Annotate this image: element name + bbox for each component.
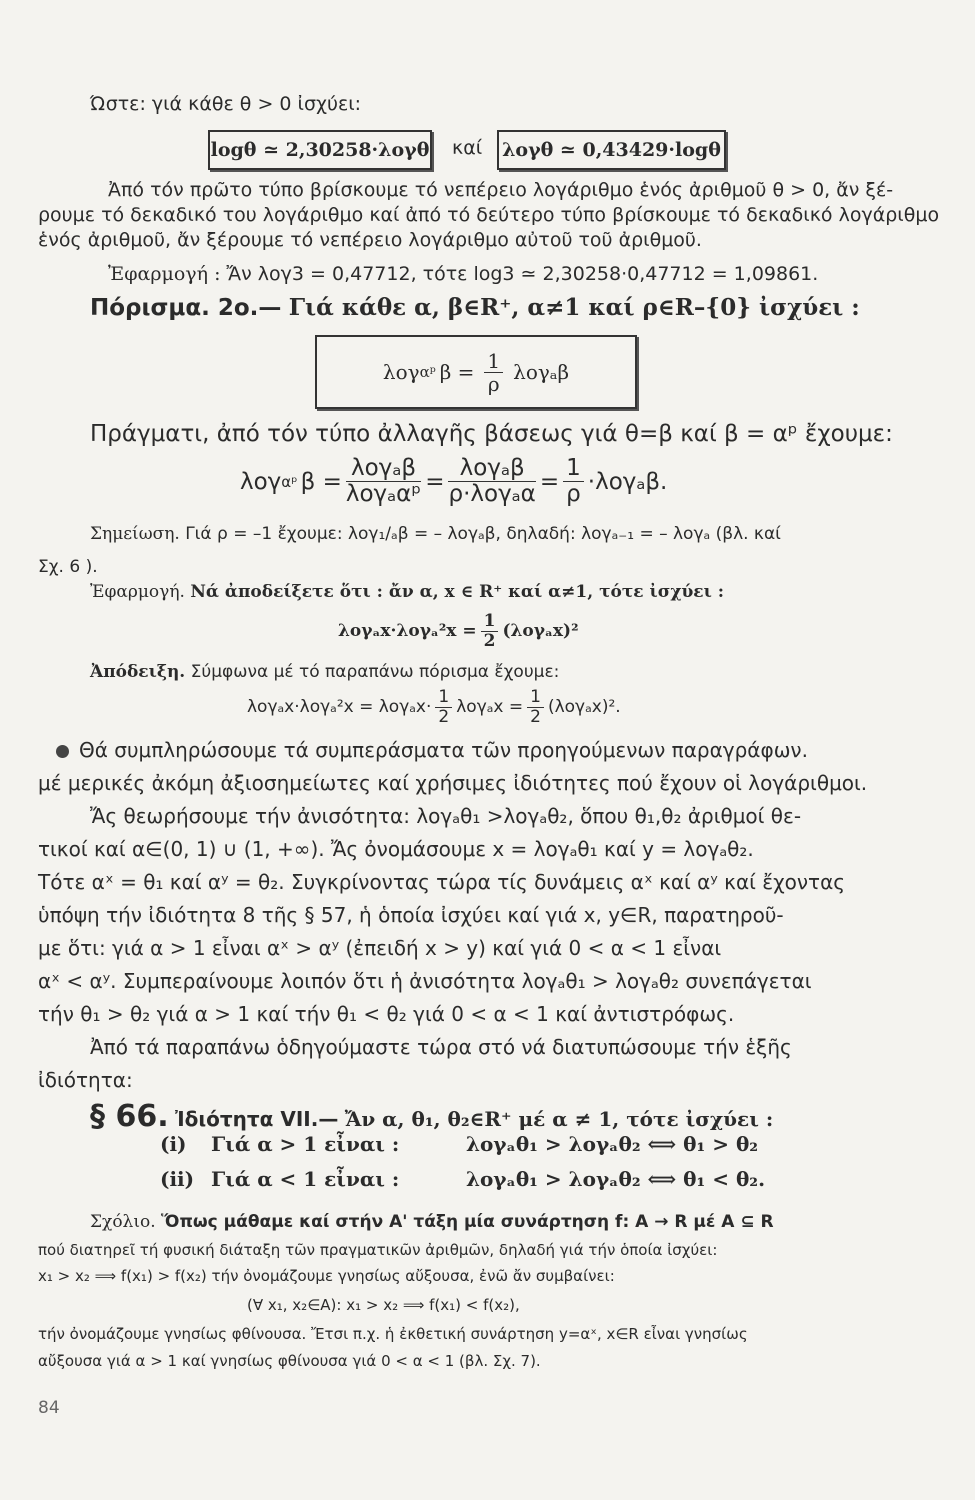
fraction-numerator: λογₐβ <box>346 456 421 482</box>
formula-box-log <box>208 130 432 170</box>
fraction-denominator: ρ <box>487 371 500 396</box>
eq-lhs: λογ <box>240 468 282 495</box>
corollary-rhs: λογₐβ <box>513 360 570 384</box>
application-text: Ἄν λογ3 = 0,47712, τότε log3 ≃ 2,30258·0,47712 = 1,09861. <box>226 263 819 285</box>
case-label: (i) <box>160 1132 187 1156</box>
formula-log: logθ ≃ 2,30258·λογθ <box>210 139 430 161</box>
fraction-numerator: λογₐβ <box>448 456 535 482</box>
conjunction-kai: καί <box>452 137 483 159</box>
eq-lhs-rest: β = <box>300 468 342 495</box>
case-row <box>160 1167 765 1191</box>
scholium-line: (∀ x₁, x₂∈A): x₁ > x₂ ⟹ f(x₁) < f(x₂), <box>247 1296 520 1314</box>
fraction-numerator: 1 <box>527 688 544 708</box>
corollary-lhs-rest: β = <box>439 360 475 384</box>
main-paragraph-line: ἰδιότητα: <box>38 1068 133 1092</box>
corollary-label: Πόρισμα. 2ο.— <box>90 295 282 321</box>
proof2-equation <box>247 688 621 726</box>
section-statement: Ἄν α, θ₁, θ₂∈R⁺ μέ α ≠ 1, τότε ἰσχύει : <box>344 1107 774 1131</box>
paragraph-line: Ἀπό τόν πρῶτο τύπο βρίσκουμε τό νεπέρειο λογάριθμο ἑνός ἀριθμοῦ θ > 0, ἄν ξέ- <box>108 179 894 201</box>
formula-box-lambda <box>497 130 726 170</box>
main-paragraph-line: Ἄς θεωρήσουμε τήν ἀνισότητα: λογₐθ₁ >λογₐθ₂, ὅπου θ₁,θ₂ ἀριθμοί θε- <box>90 804 802 828</box>
scholium-line: πού διατηρεῖ τή φυσική διάταξη τῶν πραγματικῶν ἀριθμῶν, δηλαδή γιά τήν ὁποία ἰσχύει: <box>38 1241 718 1259</box>
page-number: 84 <box>38 1398 60 1418</box>
case-relation: λογₐθ₁ > λογₐθ₂ ⟺ θ₁ < θ₂. <box>465 1167 766 1191</box>
corollary-fraction <box>484 350 503 395</box>
app2-lhs: λογₐx·λογₐ²x = <box>338 621 477 642</box>
eq2-fraction <box>527 688 544 726</box>
case-condition: Γιά α > 1 εἶναι : <box>210 1132 400 1156</box>
application2-formula <box>338 612 579 650</box>
case-relation: λογₐθ₁ > λογₐθ₂ ⟺ θ₁ > θ₂ <box>465 1132 759 1156</box>
eq2-part-a: λογₐx·λογₐ²x = λογₐx· <box>247 697 432 718</box>
eq-lhs-sub: αᵖ <box>281 472 298 491</box>
eq-tail: ·λογₐβ. <box>587 468 668 495</box>
application2-label: Ἐφαρμογή. <box>90 582 185 602</box>
corollary-formula-box <box>315 335 637 409</box>
main-paragraph-line: αˣ < αʸ. Συμπεραίνουμε λοιπόν ὅτι ἡ ἀνισότητα λογₐθ₁ > λογₐθ₂ συνεπάγεται <box>38 969 812 993</box>
fraction-numerator: 1 <box>563 456 584 482</box>
proof-intro: Πράγματι, ἀπό τόν τύπο ἀλλαγῆς βάσεως γιά θ=β καί β = αᵖ ἔχουμε: <box>90 421 893 447</box>
eq-fraction <box>563 456 584 508</box>
intro-line: Ώστε: γιά κάθε θ > 0 ἰσχύει: <box>90 93 362 115</box>
note-continuation: Σχ. 6 ). <box>38 557 98 577</box>
note-label: Σημείωση. <box>90 524 180 544</box>
equation-change-of-base <box>240 456 667 508</box>
section-number: § 66. <box>90 1099 169 1134</box>
application-label: Ἐφαρμογή : <box>108 263 221 285</box>
paragraph-line: ἑνός ἀριθμοῦ, ἄν ξέρουμε τό νεπέρειο λογάριθμο αὐτοῦ τοῦ ἀριθμοῦ. <box>38 229 702 251</box>
application2-line <box>90 580 724 604</box>
fraction-denominator: λογₐαᵖ <box>345 481 422 508</box>
case-row <box>160 1132 758 1156</box>
main-paragraph-line: Ἀπό τά παραπάνω ὁδηγούμαστε τώρα στό νά διατυπώσουμε τήν ἑξῆς <box>90 1035 792 1059</box>
fraction-denominator: 2 <box>483 630 496 651</box>
corollary-statement: Γιά κάθε α, β∈R⁺, α≠1 καί ρ∈R–{0} ἰσχύει : <box>288 294 860 321</box>
eq-fraction <box>448 456 535 508</box>
main-paragraph-line: μέ μερικές ἀκόμη ἀξιοσημείωτες καί χρήσιμες ἰδιότητες πού ἔχουν οἱ λογάριθμοι. <box>38 771 868 795</box>
case-condition: Γιά α < 1 εἶναι : <box>210 1167 400 1191</box>
eq-equals: = <box>425 468 445 495</box>
app2-fraction <box>481 612 499 650</box>
eq-equals: = <box>539 468 560 495</box>
fraction-numerator: 1 <box>481 612 499 632</box>
main-paragraph-line: τήν θ₁ > θ₂ γιά α > 1 καί τήν θ₁ < θ₂ γιά 0 < α < 1 καί ἀντιστρόφως. <box>38 1002 735 1026</box>
fraction-numerator: 1 <box>484 350 503 373</box>
scholium-line: x₁ > x₂ ⟹ f(x₁) > f(x₂) τήν ὀνομάζουμε γνησίως αὔξουσα, ἐνῶ ἄν συμβαίνει: <box>38 1267 615 1285</box>
scholium-text: Ὅπως μάθαμε καί στήν Α' τάξη μία συνάρτηση f: A → R μέ A ⊆ R <box>161 1212 774 1232</box>
main-paragraph-line: τικοί καί α∈(0, 1) ∪ (1, +∞). Ἄς ὀνομάσουμε x = λογₐθ₁ καί y = λογₐθ₂. <box>38 837 754 861</box>
main-paragraph-line: Τότε αˣ = θ₁ καί αʸ = θ₂. Συγκρίνοντας τώρα τίς δυνάμεις αˣ καί αʸ καί ἔχοντας <box>38 870 846 894</box>
main-paragraph-line <box>56 738 808 762</box>
section-title: Ἰδιότητα VII.— <box>174 1107 339 1131</box>
eq2-part-b: λογₐx = <box>456 697 524 718</box>
proof2-line <box>90 660 559 684</box>
eq2-fraction <box>435 688 452 726</box>
main-paragraph-line: ὑπόψη τήν ἰδιότητα 8 τῆς § 57, ἡ ὁποία ἰσχύει καί γιά x, y∈R, παρατηροῦ- <box>38 903 784 927</box>
fraction-numerator: 1 <box>435 688 452 708</box>
fraction-denominator: 2 <box>438 706 450 727</box>
corollary-lhs: λογ <box>382 360 420 384</box>
fraction-denominator: ρ·λογₐα <box>448 481 536 508</box>
section-heading <box>90 1100 773 1136</box>
eq2-part-c: (λογₐx)². <box>547 697 621 718</box>
scholium-label: Σχόλιο. <box>90 1212 156 1232</box>
note-line <box>90 522 781 546</box>
paragraph-line: ρουμε τό δεκαδικό του λογάριθμο καί ἀπό τό δεύτερο τύπο βρίσκουμε τό δεκαδικό λογάριθμο <box>38 204 940 226</box>
corollary-heading <box>90 293 860 323</box>
app2-rhs: (λογₐx)² <box>502 621 579 642</box>
note-text: Γιά ρ = –1 ἔχουμε: λογ₁/ₐβ = – λογₐβ, δηλαδή: λογₐ₋₁ = – λογₐ (βλ. καί <box>185 524 781 544</box>
eq-fraction <box>346 456 421 508</box>
application-line <box>108 262 818 286</box>
case-label: (ii) <box>160 1167 195 1191</box>
proof2-label: Ἀπόδειξη. <box>90 662 186 682</box>
corollary-lhs-sub: αᵖ <box>419 363 436 381</box>
fraction-denominator: 2 <box>530 706 541 727</box>
scholium-line <box>90 1210 774 1234</box>
main-paragraph-line: με ὅτι: γιά α > 1 εἶναι αˣ > αʸ (ἐπειδή x > y) καί γιά 0 < α < 1 εἶναι <box>38 936 722 960</box>
bullet-icon <box>56 745 69 758</box>
main-text: Θά συμπληρώσουμε τά συμπεράσματα τῶν προηγούμενων παραγράφων. <box>79 738 808 762</box>
fraction-denominator: ρ <box>566 481 581 508</box>
scholium-line: αὔξουσα γιά α > 1 καί γνησίως φθίνουσα γιά 0 < α < 1 (βλ. Σχ. 7). <box>38 1352 541 1370</box>
scholium-line: τήν ὀνομάζουμε γνησίως φθίνουσα. Ἔτσι π.χ. ἡ ἐκθετική συνάρτηση y=αˣ, x∈R εἶναι γνησίως <box>38 1325 748 1343</box>
application2-text: Νά ἀποδείξετε ὅτι : ἄν α, x ∈ R⁺ καί α≠1, τότε ἰσχύει : <box>190 582 725 602</box>
proof2-text: Σύμφωνα μέ τό παραπάνω πόρισμα ἔχουμε: <box>190 662 560 682</box>
formula-lambda: λογθ ≃ 0,43429·logθ <box>502 139 721 161</box>
